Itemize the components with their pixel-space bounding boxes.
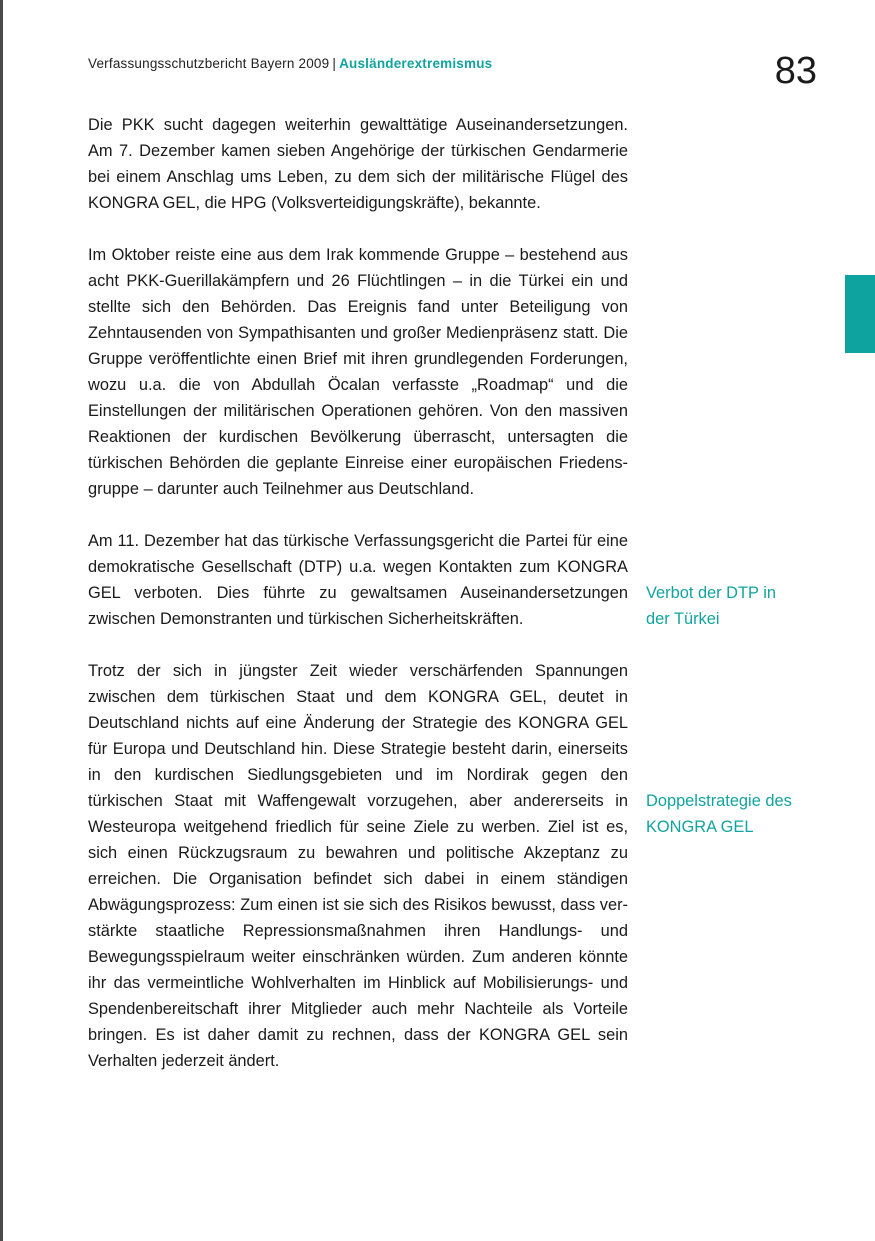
margin-note-line: KONGRA GEL bbox=[646, 818, 754, 836]
margin-note-dtp-ban bbox=[646, 580, 846, 632]
margin-note-line: Verbot der DTP in bbox=[646, 584, 776, 602]
margin-note-line: der Türkei bbox=[646, 610, 720, 628]
body-text bbox=[88, 112, 628, 1074]
paragraph-october-group: Im Oktober reiste eine aus dem Irak kommende Gruppe – bestehend aus acht PKK-Guerillakämpfern und 26 Flüchtlingen – in die Türkei ein und stellte sich den Behörden. Das Ereignis fand unter Beteiligung von Zehntausenden von Sympathisanten und großer Medienpräsenz statt. Die Gruppe veröffentlichte einen Brief mit ihren grundlegenden Forderungen, wozu u.a. die von Abdullah Öcalan verfasste „Roadmap“ und die Einstellungen der militärischen Operationen gehören. Von den massiven Reaktionen der kurdischen Bevölkerung überrascht, untersagten die türkischen Behörden die geplante Einreise einer europäischen Friedensgruppe – darunter auch Teilnehmer aus Deutschland. bbox=[88, 246, 628, 498]
page-number: 83 bbox=[774, 50, 817, 92]
section-title: Ausländerextremismus bbox=[339, 56, 493, 71]
paragraph-pkk-violence: Die PKK sucht dagegen weiterhin gewalttätige Auseinandersetzungen. Am 7. Dezember kamen sieben Angehörige der türkischen Gendarmerie bei einem Anschlag ums Leben, zu dem sich der militärische Flügel des KONGRA GEL, die HPG (Volksverteidigungskräfte), bekannte. bbox=[88, 116, 628, 212]
paragraph-dtp-ban: Am 11. Dezember hat das türkische Verfassungsgericht die Partei für eine demokratische Gesellschaft (DTP) u.a. wegen Kontakten zum KONGRA GEL verboten. Dies führte zu gewaltsamen Auseinandersetzungen zwischen Demonstranten und türkischen Sicherheitskräften. bbox=[88, 532, 628, 628]
header-separator: | bbox=[332, 56, 337, 71]
margin-note-double-strategy bbox=[646, 788, 846, 840]
chapter-thumb-tab bbox=[845, 275, 875, 353]
running-header bbox=[88, 56, 492, 71]
publication-title: Verfassungsschutzbericht Bayern 2009 bbox=[88, 56, 330, 71]
margin-note-line: Doppelstrategie des bbox=[646, 792, 792, 810]
page-edge bbox=[0, 0, 3, 1241]
paragraph-double-strategy: Trotz der sich in jüngster Zeit wieder verschärfenden Spannungen zwischen dem türkischen Staat und dem KONGRA GEL, deutet in Deutschland nichts auf eine Änderung der Strategie des KONGRA GEL für Europa und Deutschland hin. Diese Strategie besteht darin, einerseits in den kurdischen Siedlungsgebieten und im Nordirak gegen den türkischen Staat mit Waffengewalt vorzugehen, aber andererseits in Westeuropa weitgehend friedlich für seine Ziele zu werben. Ziel ist es, sich einen Rückzugsraum zu bewahren und politische Akzeptanz zu erreichen. Die Organisation befindet sich dabei in einem ständigen Abwägungsprozess: Zum einen ist sie sich des Risikos bewusst, dass verstärkte staatliche Repressionsmaßnahmen ihren Handlungs- und Bewegungsspielraum weiter einschränken würden. Zum anderen könnte ihr das vermeintliche Wohlverhalten im Hinblick auf Mobilisierungs- und Spendenbereitschaft ihrer Mitglieder auch mehr Nachteile als Vorteile bringen. Es ist daher damit zu rechnen, dass der KONGRA GEL sein Verhalten jederzeit ändert. bbox=[88, 662, 628, 1070]
